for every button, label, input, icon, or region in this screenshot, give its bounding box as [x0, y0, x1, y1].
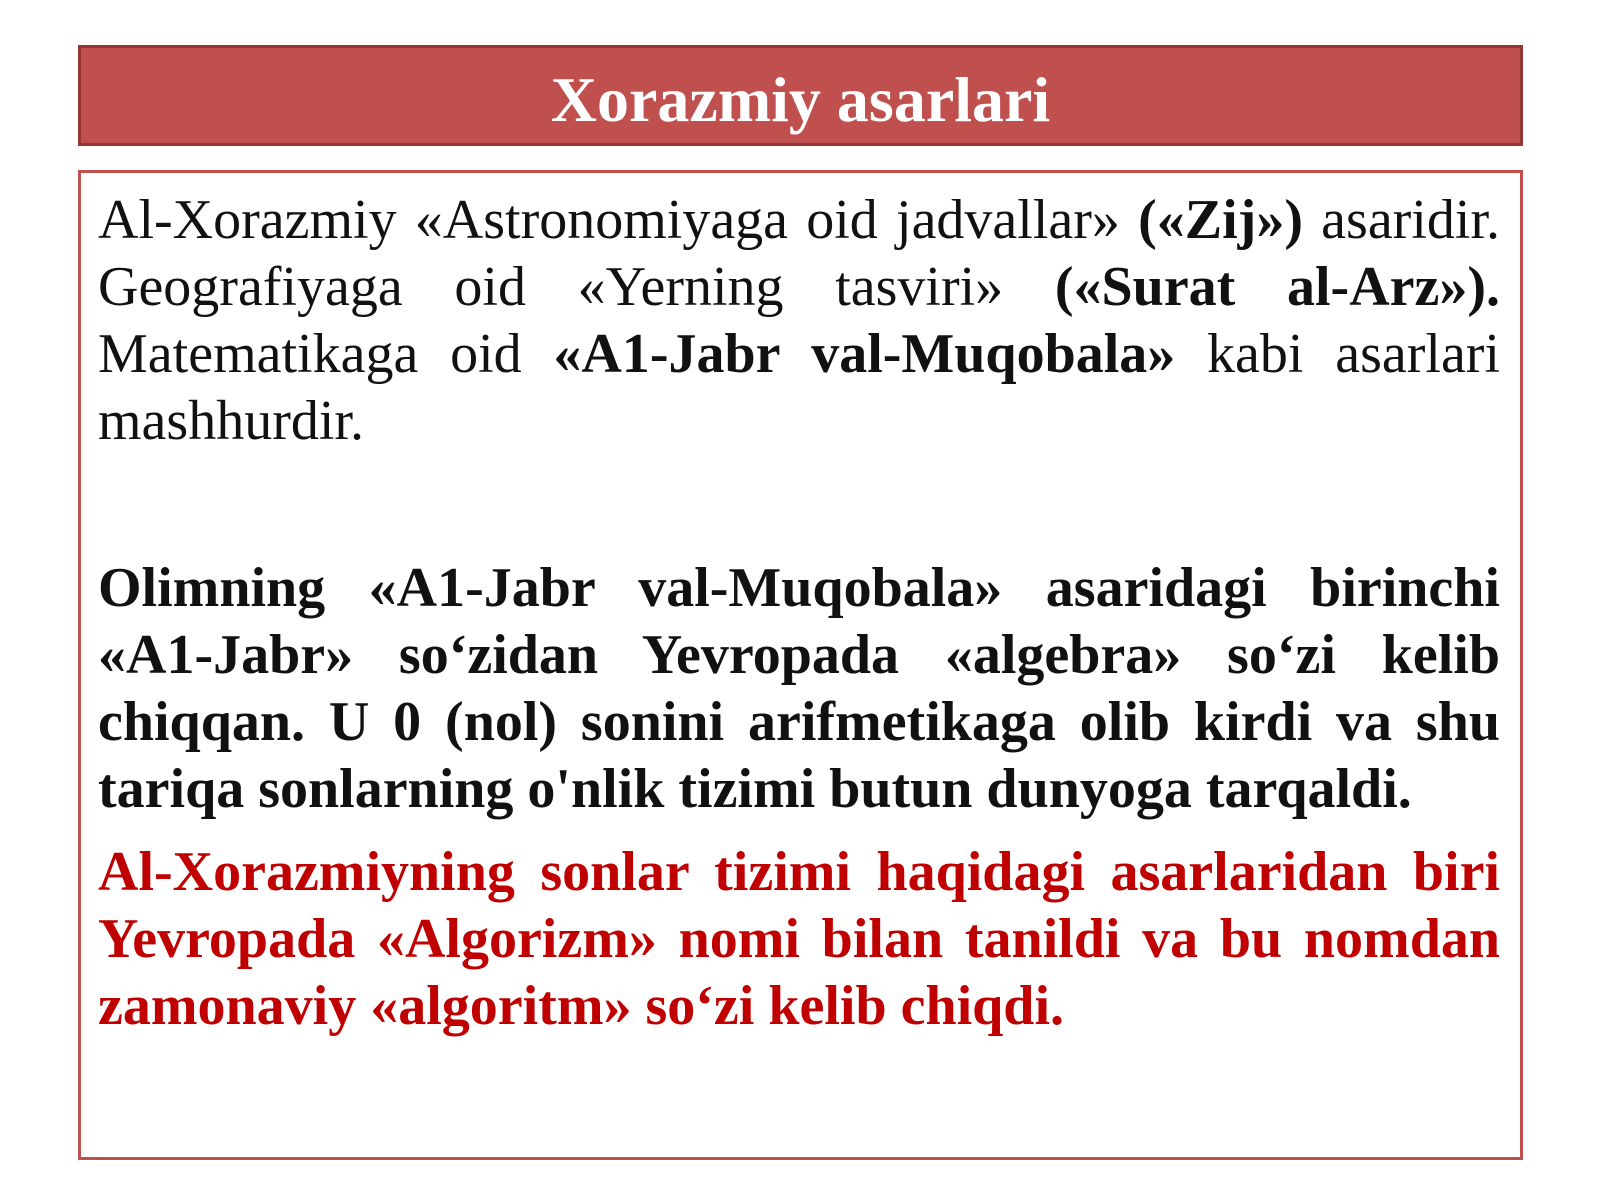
works-bold-jabr: «A1-Jabr val-Muqobala»: [553, 323, 1176, 385]
paragraph-works: [98, 187, 1500, 455]
works-text-1: Al-Xorazmiy «Astronomiyaga oid jadvallar»: [98, 189, 1139, 251]
slide-title: Xorazmiy asarlari: [550, 63, 1051, 135]
content-box: [78, 170, 1523, 1160]
works-bold-zij: («Zij»): [1138, 189, 1303, 251]
works-text-2: asaridir. Geografiyaga oid «Yerning tasviri»: [98, 189, 1500, 318]
paragraph-algebra: Olimning «A1-Jabr val-Muqobala» asaridagi birinchi «A1-Jabr» so‘zidan Yevropada «algebra» so‘zi kelib chiqqan. U 0 (nol) sonini arifmetikaga olib kirdi va shu tariqa sonlarning o'nlik tizimi butun dunyoga tarqaldi.: [98, 557, 1500, 820]
works-bold-surat: («Surat al-Arz»).: [1054, 256, 1501, 318]
title-bar: [78, 45, 1523, 146]
paragraph-algorithm: Al-Xorazmiyning sonlar tizimi haqidagi asarlaridan biri Yevropada «Algorizm» nomi bilan tanildi va bu nomdan zamonaviy «algoritm» so‘zi kelib chiqdi.: [98, 841, 1500, 1037]
works-text-3: Matematikaga oid: [98, 323, 554, 385]
works-text-4: kabi asarlari mashhurdir.: [98, 323, 1501, 452]
